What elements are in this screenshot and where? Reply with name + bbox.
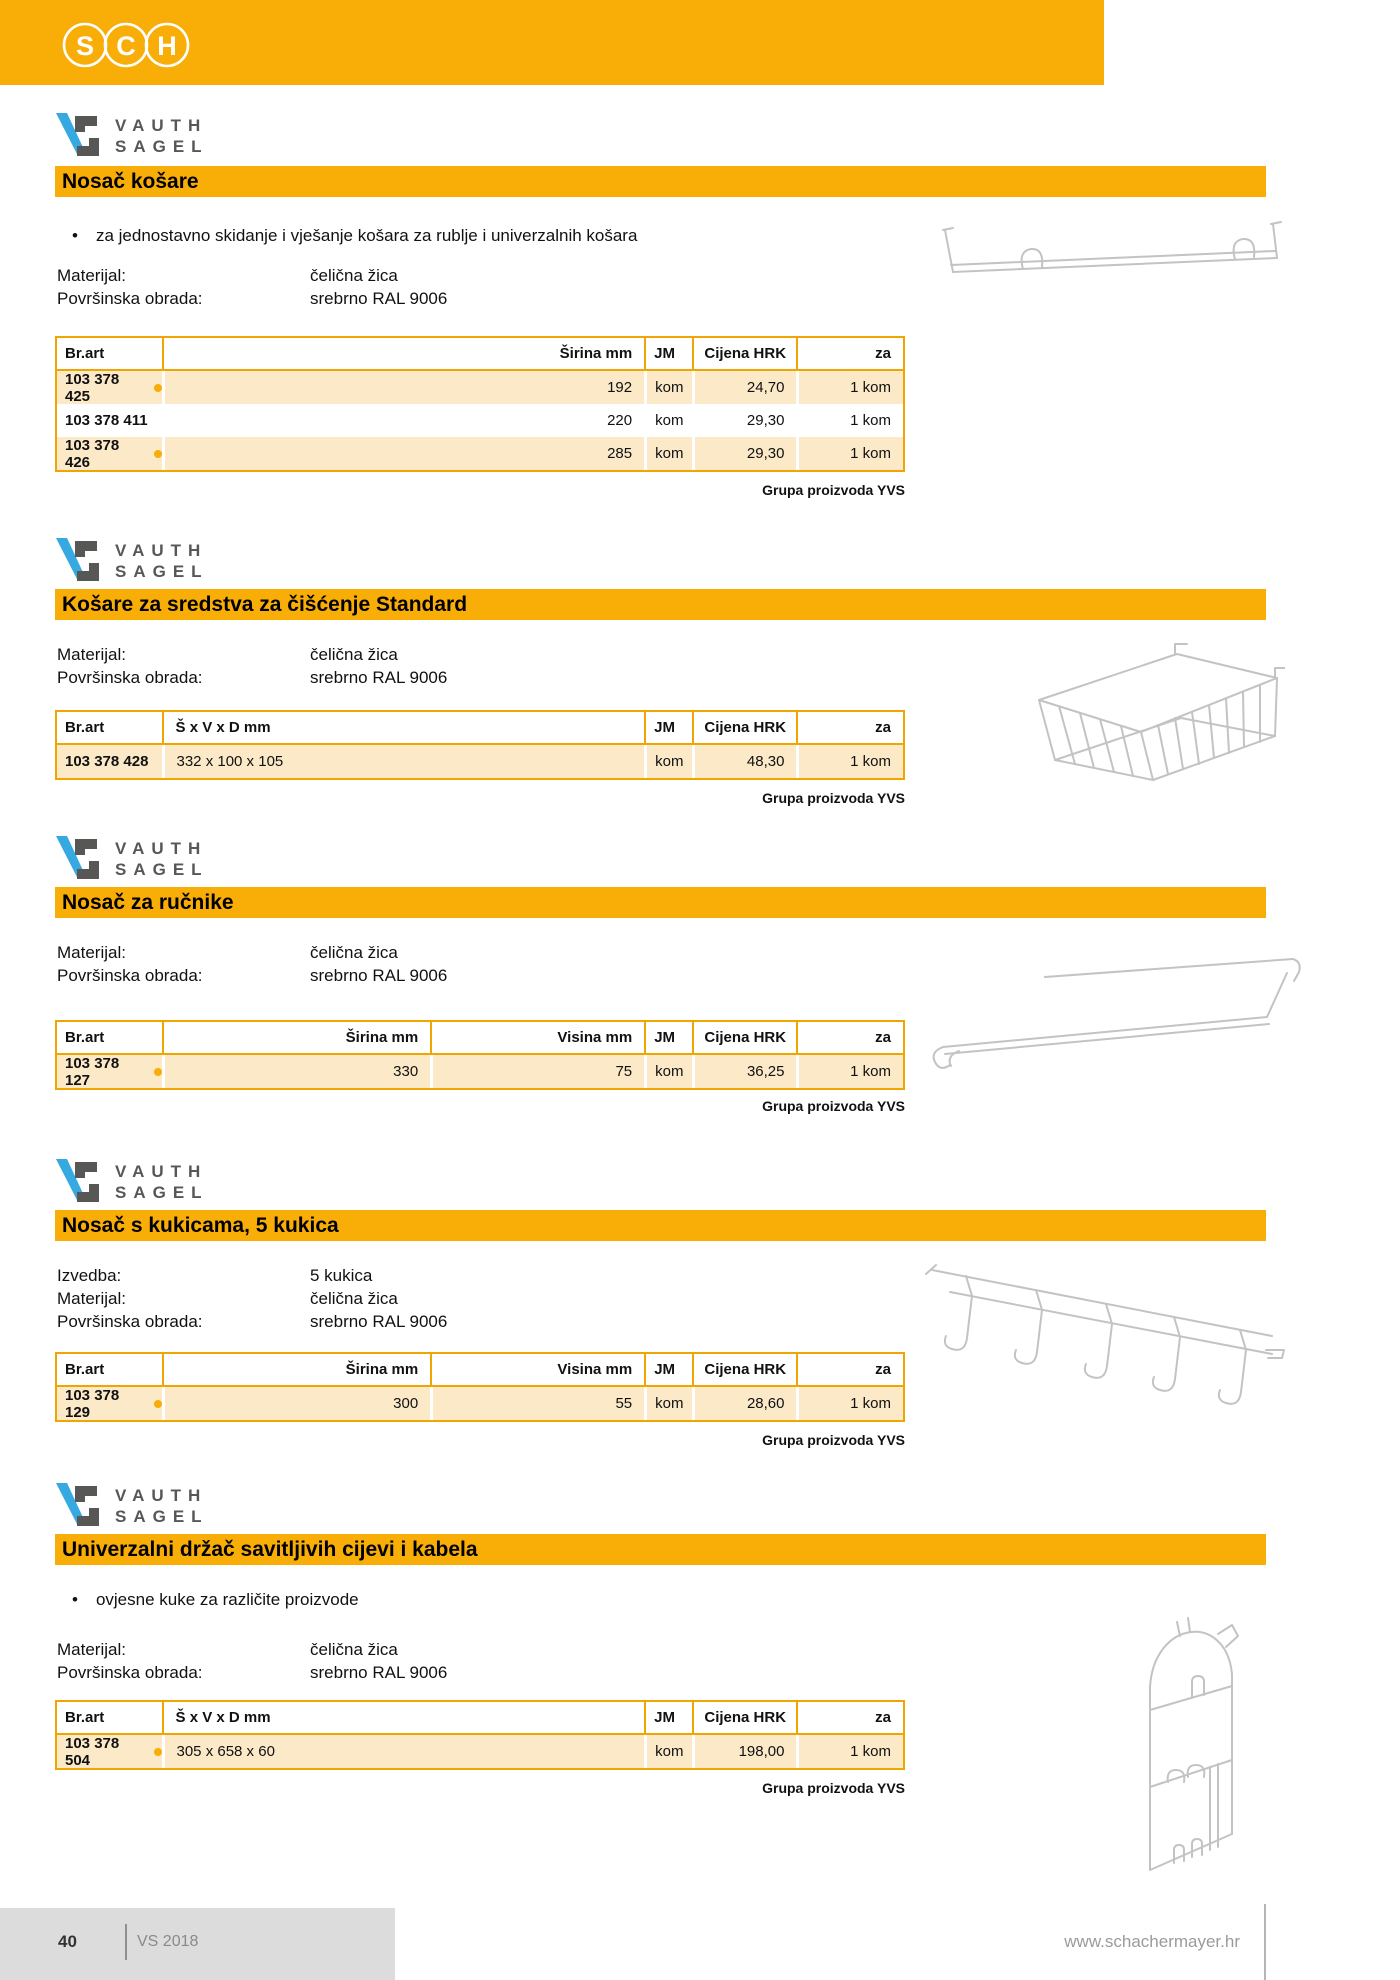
- product-image-hook-rail: [920, 1248, 1290, 1423]
- jm-value: kom: [644, 404, 692, 437]
- spec-row: [57, 1264, 447, 1287]
- section-title-bar: [55, 1534, 1266, 1565]
- art-number: 103 378 504: [65, 1734, 120, 1769]
- product-group-note: Grupa proizvoda YVS: [762, 1432, 905, 1448]
- jm-value: kom: [644, 1387, 692, 1420]
- spec-value: srebrno RAL 9006: [310, 288, 448, 308]
- product-group-note: Grupa proizvoda YVS: [762, 482, 905, 498]
- feature-bullet: • ovjesne kuke za različite proizvode: [72, 1590, 359, 1610]
- col-header-jm: JM: [644, 1702, 692, 1733]
- col-header-za: za: [796, 338, 903, 369]
- art-number: 103 378 428: [65, 753, 149, 770]
- row-marker-dot: [154, 384, 162, 392]
- product-group-note: Grupa proizvoda YVS: [762, 790, 905, 806]
- spec-row: [57, 287, 447, 310]
- vauth-sagel-logo: [55, 835, 209, 883]
- footer-divider: [125, 1924, 127, 1960]
- price-table: [55, 336, 905, 472]
- vauth-logo-line2: SAGEL: [115, 562, 209, 581]
- col-header-height: Visina mm: [430, 1022, 644, 1053]
- col-header-art: Br.art: [65, 1361, 105, 1378]
- height-value: 75: [430, 1055, 644, 1088]
- spec-value: srebrno RAL 9006: [310, 667, 448, 687]
- vauth-sagel-logo: [55, 112, 209, 160]
- spec-row: [57, 1661, 447, 1684]
- table-row: [57, 371, 903, 404]
- col-header-za: za: [796, 1354, 903, 1385]
- footer-edition: VS 2018: [137, 1933, 199, 1950]
- art-number: 103 378 426: [65, 436, 120, 471]
- za-value: 1 kom: [796, 1387, 903, 1420]
- width-value: 192: [162, 371, 645, 404]
- spec-label: Površinska obrada:: [57, 288, 203, 308]
- table-header-row: [57, 712, 903, 745]
- col-header-za: za: [796, 712, 903, 743]
- svg-text:S: S: [75, 31, 95, 61]
- spec-list: [57, 1638, 447, 1684]
- jm-value: kom: [644, 371, 692, 404]
- row-marker-dot: [154, 1068, 162, 1076]
- art-number: 103 378 411: [65, 412, 148, 429]
- spec-row: [57, 666, 447, 689]
- vauth-logo-line1: VAUTH: [115, 116, 208, 135]
- section-title: Nosač s kukicama, 5 kukica: [62, 1213, 339, 1237]
- svg-text:C: C: [116, 31, 136, 61]
- price-table: [55, 1352, 905, 1422]
- spec-label: Površinska obrada:: [57, 965, 203, 985]
- price-table: [55, 710, 905, 780]
- za-value: 1 kom: [796, 371, 903, 404]
- spec-value: čelična žica: [310, 942, 398, 962]
- dims-value: 332 x 100 x 105: [162, 745, 645, 778]
- col-header-price: Cijena HRK: [692, 1702, 796, 1733]
- vauth-logo-line1: VAUTH: [115, 1486, 208, 1505]
- art-number: 103 378 127: [65, 1054, 120, 1089]
- price-value: 198,00: [692, 1735, 797, 1768]
- za-value: 1 kom: [796, 1055, 903, 1088]
- art-number: 103 378 129: [65, 1386, 120, 1421]
- section-title: Nosač za ručnike: [62, 890, 234, 914]
- table-header-row: [57, 1702, 903, 1735]
- spec-row: [57, 1287, 447, 1310]
- col-header-jm: JM: [644, 1354, 692, 1385]
- za-value: 1 kom: [796, 1735, 903, 1768]
- price-table: [55, 1700, 905, 1770]
- width-value: 285: [162, 437, 645, 470]
- vauth-sagel-mark-icon: [55, 1482, 103, 1530]
- price-value: 29,30: [692, 404, 797, 437]
- section-title: Nosač košare: [62, 169, 199, 193]
- width-value: 220: [162, 404, 645, 437]
- height-value: 55: [430, 1387, 644, 1420]
- spec-row: [57, 1638, 447, 1661]
- feature-bullet: • za jednostavno skidanje i vješanje košara za rublje i univerzalnih košara: [72, 226, 637, 246]
- table-header-row: [57, 338, 903, 371]
- table-row: [57, 1735, 903, 1768]
- price-table: [55, 1020, 905, 1090]
- vauth-logo-line2: SAGEL: [115, 1507, 209, 1526]
- vauth-sagel-mark-icon: [55, 112, 103, 160]
- col-header-price: Cijena HRK: [692, 712, 796, 743]
- product-image-rail-hooks: [935, 218, 1295, 290]
- price-value: 29,30: [692, 437, 797, 470]
- spec-row: [57, 941, 447, 964]
- vauth-sagel-mark-icon: [55, 835, 103, 883]
- vauth-logo-line1: VAUTH: [115, 541, 208, 560]
- vauth-sagel-mark-icon: [55, 537, 103, 585]
- dims-value: 305 x 658 x 60: [162, 1735, 645, 1768]
- product-group-note: Grupa proizvoda YVS: [762, 1098, 905, 1114]
- col-header-price: Cijena HRK: [692, 338, 796, 369]
- table-row: [57, 437, 903, 470]
- product-image-universal-holder: [1130, 1582, 1270, 1882]
- za-value: 1 kom: [796, 745, 903, 778]
- spec-value: čelična žica: [310, 1639, 398, 1659]
- spec-value: čelična žica: [310, 1288, 398, 1308]
- spec-label: Materijal:: [57, 265, 126, 285]
- spec-value: srebrno RAL 9006: [310, 1311, 448, 1331]
- spec-label: Materijal:: [57, 1288, 126, 1308]
- spec-value: 5 kukica: [310, 1265, 373, 1285]
- col-header-height: Visina mm: [430, 1354, 644, 1385]
- col-header-za: za: [796, 1702, 903, 1733]
- col-header-dims: Š x V x D mm: [162, 1702, 645, 1733]
- spec-row: [57, 264, 447, 287]
- spec-row: [57, 643, 447, 666]
- price-value: 36,25: [692, 1055, 797, 1088]
- col-header-art: Br.art: [65, 1029, 105, 1046]
- table-header-row: [57, 1022, 903, 1055]
- col-header-dims: Š x V x D mm: [162, 712, 645, 743]
- spec-row: [57, 1310, 447, 1333]
- za-value: 1 kom: [796, 404, 903, 437]
- col-header-jm: JM: [644, 712, 692, 743]
- spec-list: [57, 1264, 447, 1333]
- jm-value: kom: [644, 1735, 692, 1768]
- footer-right-rule: [1264, 1904, 1266, 1980]
- col-header-art: Br.art: [65, 345, 105, 362]
- art-number: 103 378 425: [65, 370, 120, 405]
- spec-label: Površinska obrada:: [57, 1311, 203, 1331]
- spec-label: Površinska obrada:: [57, 1662, 203, 1682]
- product-image-wire-basket: [1025, 638, 1285, 793]
- width-value: 300: [162, 1387, 431, 1420]
- spec-row: [57, 964, 447, 987]
- vauth-logo-line2: SAGEL: [115, 137, 209, 156]
- spec-list: [57, 643, 447, 689]
- section-title-bar: [55, 166, 1266, 197]
- table-header-row: [57, 1354, 903, 1387]
- vauth-logo-line1: VAUTH: [115, 839, 208, 858]
- spec-label: Materijal:: [57, 644, 126, 664]
- width-value: 330: [162, 1055, 431, 1088]
- spec-value: srebrno RAL 9006: [310, 965, 448, 985]
- table-row: [57, 404, 903, 437]
- col-header-width: Širina mm: [162, 1022, 431, 1053]
- za-value: 1 kom: [796, 437, 903, 470]
- vauth-sagel-logo: [55, 1158, 209, 1206]
- jm-value: kom: [644, 437, 692, 470]
- col-header-za: za: [796, 1022, 903, 1053]
- spec-label: Materijal:: [57, 942, 126, 962]
- spec-value: čelična žica: [310, 265, 398, 285]
- col-header-width: Širina mm: [162, 1354, 431, 1385]
- footer-website: www.schachermayer.hr: [1064, 1932, 1240, 1951]
- spec-label: Površinska obrada:: [57, 667, 203, 687]
- price-value: 28,60: [692, 1387, 797, 1420]
- vauth-logo-line1: VAUTH: [115, 1162, 208, 1181]
- spec-value: srebrno RAL 9006: [310, 1662, 448, 1682]
- section-title-bar: [55, 1210, 1266, 1241]
- table-row: [57, 1055, 903, 1088]
- footer-page-number: 40: [58, 1932, 77, 1951]
- spec-list: [57, 264, 447, 310]
- svg-text:H: H: [157, 31, 177, 61]
- jm-value: kom: [644, 745, 692, 778]
- section-title: Univerzalni držač savitljivih cijevi i kabela: [62, 1537, 478, 1561]
- col-header-jm: JM: [644, 1022, 692, 1053]
- price-value: 48,30: [692, 745, 797, 778]
- spec-label: Izvedba:: [57, 1265, 122, 1285]
- row-marker-dot: [154, 1748, 162, 1756]
- jm-value: kom: [644, 1055, 692, 1088]
- sch-logo-icon: [60, 20, 192, 75]
- row-marker-dot: [154, 450, 162, 458]
- col-header-price: Cijena HRK: [692, 1022, 796, 1053]
- vauth-sagel-mark-icon: [55, 1158, 103, 1206]
- product-group-note: Grupa proizvoda YVS: [762, 1780, 905, 1796]
- vauth-sagel-logo: [55, 1482, 209, 1530]
- section-title-bar: [55, 887, 1266, 918]
- vauth-sagel-logo: [55, 537, 209, 585]
- spec-label: Materijal:: [57, 1639, 126, 1659]
- section-title-bar: [55, 589, 1266, 620]
- table-row: [57, 745, 903, 778]
- product-image-towel-rail: [925, 945, 1305, 1080]
- price-value: 24,70: [692, 371, 797, 404]
- section-title: Košare za sredstva za čišćenje Standard: [62, 592, 468, 616]
- row-marker-dot: [154, 1400, 162, 1408]
- col-header-jm: JM: [644, 338, 692, 369]
- spec-value: čelična žica: [310, 644, 398, 664]
- table-row: [57, 1387, 903, 1420]
- col-header-price: Cijena HRK: [692, 1354, 796, 1385]
- spec-list: [57, 941, 447, 987]
- col-header-width: Širina mm: [162, 338, 645, 369]
- vauth-logo-line2: SAGEL: [115, 860, 209, 879]
- col-header-art: Br.art: [65, 719, 105, 736]
- vauth-logo-line2: SAGEL: [115, 1183, 209, 1202]
- col-header-art: Br.art: [65, 1709, 105, 1726]
